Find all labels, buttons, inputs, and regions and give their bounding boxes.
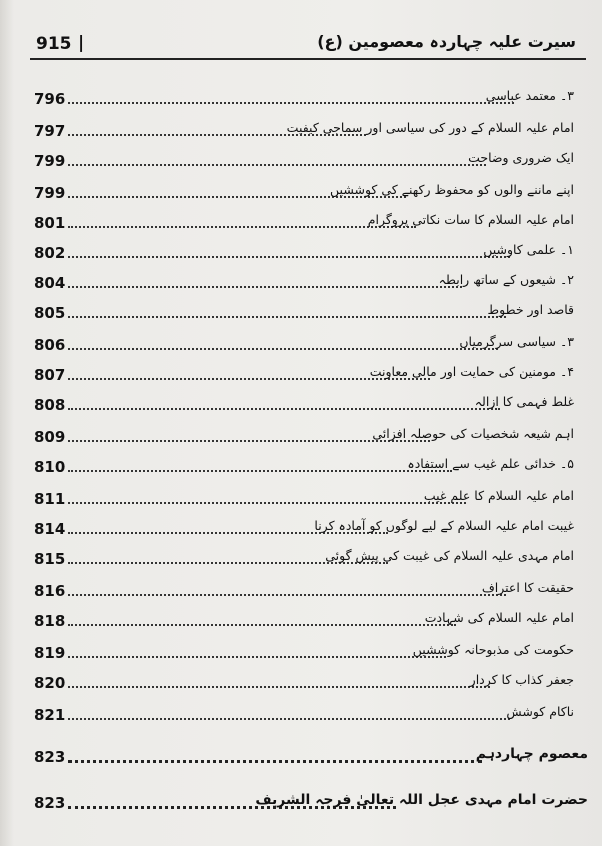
toc-entry (34, 272, 574, 296)
toc-page-number: 823 (34, 748, 66, 766)
toc-page-number: 796 (34, 90, 66, 108)
toc-dot-leader (68, 502, 466, 504)
toc-entry (34, 334, 574, 358)
toc-dot-leader (68, 760, 482, 763)
toc-entry-title: حقیقت کا اعتراف (481, 580, 574, 595)
toc-dot-leader (68, 348, 498, 350)
toc-page-number: 814 (34, 520, 66, 538)
toc-entry-title: غیبت امام علیہ السلام کے لیے لوگوں کو آمادہ کرنا (314, 518, 574, 533)
toc-entry (34, 610, 574, 634)
toc-page-number: 802 (34, 244, 66, 262)
toc-dot-leader (68, 470, 452, 472)
toc-entry-title: ۵۔ خدائی علم غیب سے استفادہ (407, 456, 574, 471)
toc-major-entry (34, 792, 588, 816)
toc-entry (34, 120, 574, 144)
toc-entry (34, 672, 574, 696)
toc-entry (34, 518, 574, 542)
toc-entry (34, 88, 574, 112)
toc-entry (34, 548, 574, 572)
toc-entry-title: حضرت امام مہدی عجل اللہ تعالیٰ فرجہ الشریف (255, 792, 588, 808)
toc-entry (34, 302, 574, 326)
toc-entry (34, 488, 574, 512)
header-rule (30, 58, 586, 60)
toc-entry (34, 704, 574, 728)
toc-entry (34, 182, 574, 206)
toc-page-number: 801 (34, 214, 66, 232)
toc-entry-title: ناکام کوشش (506, 704, 574, 719)
toc-dot-leader (68, 226, 416, 228)
toc-page-number: 799 (34, 152, 66, 170)
toc-page-number: 804 (34, 274, 66, 292)
header-separator: | (78, 33, 85, 53)
toc-entry-title: امام مہدی علیہ السلام کی غیبت کی پیش گوئی (325, 548, 574, 563)
toc-entry (34, 456, 574, 480)
toc-entry (34, 150, 574, 174)
toc-page-number: 823 (34, 794, 66, 812)
toc-dot-leader (68, 408, 500, 410)
toc-page-number: 811 (34, 490, 66, 508)
toc-page-number: 805 (34, 304, 66, 322)
toc-page-number: 821 (34, 706, 66, 724)
toc-entry (34, 364, 574, 388)
toc-entry-title: حکومت کی مذبوحانہ کوششیں (412, 642, 574, 657)
toc-entry-title: اہم شیعہ شخصیات کی حوصلہ افزائی (372, 426, 574, 441)
toc-page-number: 806 (34, 336, 66, 354)
toc-entry (34, 242, 574, 266)
toc-entry-title: ۴۔ مومنین کی حمایت اور مالی معاونت (369, 364, 574, 379)
toc-entry-title: ۳۔ معتمد عباسی (485, 88, 574, 103)
toc-entry-title: ایک ضروری وضاحت (468, 150, 574, 165)
toc-entry-title: امام علیہ السلام کا علم غیب (423, 488, 574, 503)
toc-dot-leader (68, 656, 446, 658)
toc-entry-title: غلط فہمی کا ازالہ (474, 394, 574, 409)
toc-dot-leader (68, 256, 510, 258)
toc-entry-title: امام علیہ السلام کی شہادت (424, 610, 574, 625)
toc-page-number: 797 (34, 122, 66, 140)
toc-entry-title: قاصد اور خطوط (487, 302, 574, 317)
toc-page-number: 815 (34, 550, 66, 568)
toc-page-number: 816 (34, 582, 66, 600)
toc-entry (34, 580, 574, 604)
toc-entry (34, 642, 574, 666)
toc-page-number: 799 (34, 184, 66, 202)
toc-entry-title: ۱۔ علمی کاوشیں (483, 242, 574, 257)
toc-entry-title: معصوم چہاردہم (475, 746, 588, 762)
toc-entry (34, 426, 574, 450)
toc-entry-title: ۲۔ شیعوں کے ساتھ رابطہ (438, 272, 574, 287)
toc-dot-leader (68, 286, 462, 288)
toc-entry-title: اپنے ماننے والوں کو محفوظ رکھنے کی کوششیں (330, 182, 574, 197)
toc-page-number: 818 (34, 612, 66, 630)
page-number: 915 (36, 34, 72, 54)
toc-dot-leader (68, 718, 510, 720)
toc-entry-title: امام علیہ السلام کا سات نکاتی پروگرام (367, 212, 574, 227)
toc-dot-leader (68, 686, 490, 688)
toc-entry-title: ۳۔ سیاسی سرگرمیاں (459, 334, 574, 349)
toc-page-number: 808 (34, 396, 66, 414)
toc-page-number: 820 (34, 674, 66, 692)
toc-entry-title: امام علیہ السلام کے دور کی سیاسی اور سماجی کیفیت (286, 120, 574, 135)
toc-entry (34, 394, 574, 418)
toc-dot-leader (68, 102, 514, 104)
toc-entry (34, 212, 574, 236)
toc-dot-leader (68, 624, 456, 626)
toc-major-entry (34, 746, 588, 770)
page-header (36, 32, 576, 56)
toc-page-number: 810 (34, 458, 66, 476)
toc-dot-leader (68, 594, 506, 596)
toc-entry-title: جعفر کذاب کا کردار (469, 672, 574, 687)
toc-page-number: 807 (34, 366, 66, 384)
toc-page-number: 819 (34, 644, 66, 662)
toc-dot-leader (68, 164, 486, 166)
toc-dot-leader (68, 316, 506, 318)
book-title: سیرت علیہ چہاردہ معصومین (ع) (317, 32, 576, 51)
toc-page-number: 809 (34, 428, 66, 446)
